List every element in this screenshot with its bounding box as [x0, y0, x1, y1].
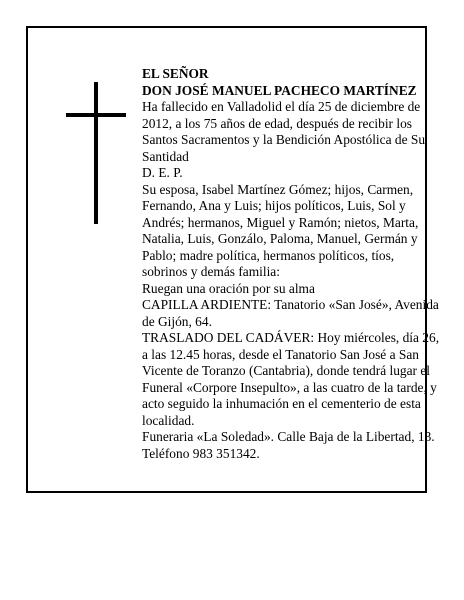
obituary-notice-frame: [26, 26, 443, 493]
death-announcement: Ha fallecido en Valladolid el día 25 de diciembre de 2012, a los 75 años de edad, después de recibir los Santos Sacramentos y la Bendición Apostólica de Su Santidad: [142, 99, 429, 164]
funeral-home: Funeraria «La Soledad». Calle Baja de la Libertad, 13. Teléfono 983 351342.: [142, 429, 438, 461]
body-transfer: TRASLADO DEL CADÁVER: Hoy miércoles, día 26, a las 12.45 horas, desde el Tanatorio San José a San Vicente de Toranzo (Cantabria), donde tendrá lugar el Funeral «Corpore Insepulto», a las cuatro de la tarde, y acto seguido la inhumación en el cementerio de esta localidad.: [142, 330, 443, 428]
funeral-chapel: CAPILLA ARDIENTE: Tanatorio «San José», Avenida de Gijón, 64.: [142, 297, 443, 329]
notice-header-title: EL SEÑOR: [142, 66, 209, 81]
family-members: Su esposa, Isabel Martínez Gómez; hijos, Carmen, Fernando, Ana y Luis; hijos políticos, Luis, Sol y Andrés; hermanos, Miguel y Ramón; nietos, Marta, Natalia, Luis, Gonzálo, Paloma, Manuel, Germán y Pablo; madre política, hermanos políticos, tíos, sobrinos y demás familia:: [142, 181, 422, 279]
obituary-text-block: [142, 66, 442, 462]
rest-in-peace: D. E. P.: [142, 165, 183, 180]
cross-horizontal-bar: [66, 113, 126, 117]
prayer-request: Ruegan una oración por su alma: [142, 280, 315, 296]
cross-vertical-bar: [94, 82, 98, 224]
deceased-name: DON JOSÉ MANUEL PACHECO MARTÍNEZ: [142, 82, 417, 98]
